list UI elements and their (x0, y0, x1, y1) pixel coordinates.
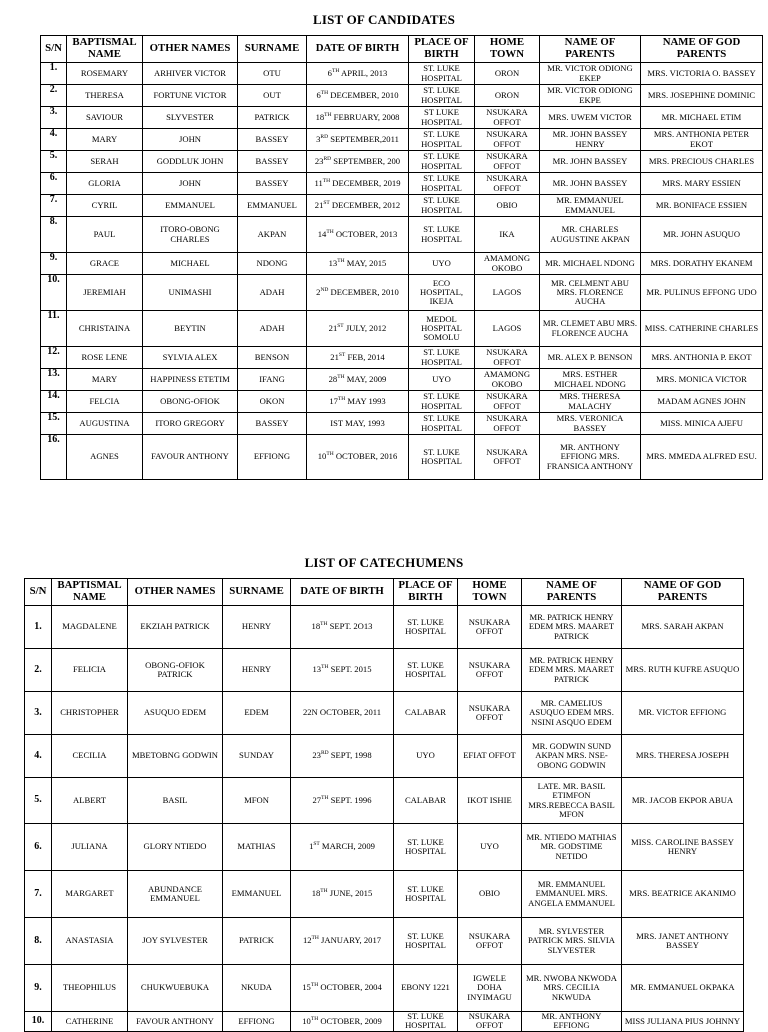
god-parents-cell: MRS. DORATHY EKANEM (641, 253, 763, 275)
home-town-cell: NSUKARA OFFOT (475, 129, 540, 151)
sn-cell: 5. (25, 778, 52, 824)
home-town-cell: ORON (475, 63, 540, 85)
home-town-cell: OBIO (458, 871, 522, 918)
sn-cell: 6. (25, 824, 52, 871)
surname-cell: PATRICK (223, 918, 291, 965)
surname-cell: IFANG (238, 369, 307, 391)
date-of-birth-cell: 23RD SEPT, 1998 (291, 735, 394, 778)
parents-cell: MRS. VERONICA BASSEY (540, 413, 641, 435)
baptismal-name-cell: CYRIL (67, 195, 143, 217)
date-of-birth-cell: 2ND DECEMBER, 2010 (307, 275, 409, 311)
catechumens-header-row (25, 579, 744, 606)
surname-cell: HENRY (223, 649, 291, 692)
sn-cell: 14. (41, 391, 67, 413)
god-parents-cell: MISS. CAROLINE BASSEY HENRY (622, 824, 744, 871)
table-row (25, 692, 744, 735)
header-home-town: HOME TOWN (475, 36, 540, 63)
table-row (41, 107, 763, 129)
baptismal-name-cell: ROSE LENE (67, 347, 143, 369)
surname-cell: OUT (238, 85, 307, 107)
surname-cell: BASSEY (238, 129, 307, 151)
sn-cell: 3. (25, 692, 52, 735)
date-of-birth-cell: 15TH OCTOBER, 2004 (291, 965, 394, 1012)
surname-cell: EFFIONG (223, 1012, 291, 1032)
baptismal-name-cell: AGNES (67, 435, 143, 480)
other-names-cell: OBONG-OFIOK PATRICK (128, 649, 223, 692)
god-parents-cell: MRS. JANET ANTHONY BASSEY (622, 918, 744, 965)
table-row (25, 824, 744, 871)
god-parents-cell: MRS. ANTHONIA PETER EKOT (641, 129, 763, 151)
date-of-birth-cell: 18TH SEPT. 2O13 (291, 606, 394, 649)
date-of-birth-cell: 27TH SEPT. 1996 (291, 778, 394, 824)
surname-cell: EDEM (223, 692, 291, 735)
surname-cell: OKON (238, 391, 307, 413)
parents-cell: MR. ANTHONY EFFIONG (522, 1012, 622, 1032)
date-of-birth-cell: 22N OCTOBER, 2011 (291, 692, 394, 735)
header-place-of-birth: PLACE OF BIRTH (394, 579, 458, 606)
place-of-birth-cell: ECO HOSPITAL, IKEJA (409, 275, 475, 311)
place-of-birth-cell: UYO (409, 253, 475, 275)
other-names-cell: UNIMASHI (143, 275, 238, 311)
baptismal-name-cell: SAVIOUR (67, 107, 143, 129)
date-of-birth-cell: 21ST FEB, 2014 (307, 347, 409, 369)
date-of-birth-cell: 12TH JANUARY, 2017 (291, 918, 394, 965)
parents-cell: MR. NTIEDO MATHIAS MR. GODSTIME NETIDO (522, 824, 622, 871)
sn-cell: 8. (25, 918, 52, 965)
baptismal-name-cell: CHRISTAINA (67, 311, 143, 347)
place-of-birth-cell: ST LUKE HOSPITAL (409, 107, 475, 129)
sn-cell: 8. (41, 217, 67, 253)
home-town-cell: NSUKARA OFFOT (475, 107, 540, 129)
place-of-birth-cell: CALABAR (394, 778, 458, 824)
parents-cell: MR. VICTOR ODIONG EKPE (540, 85, 641, 107)
home-town-cell: AMAMONG OKOBO (475, 253, 540, 275)
table-row (41, 85, 763, 107)
god-parents-cell: MR. PULINUS EFFONG UDO (641, 275, 763, 311)
other-names-cell: ITORO-OBONG CHARLES (143, 217, 238, 253)
header-place-of-birth: PLACE OF BIRTH (409, 36, 475, 63)
surname-cell: BENSON (238, 347, 307, 369)
place-of-birth-cell: MEDOL HOSPITAL SOMOLU (409, 311, 475, 347)
date-of-birth-cell: 23RD SEPTEMBER, 200 (307, 151, 409, 173)
other-names-cell: JOHN (143, 173, 238, 195)
table-row (41, 63, 763, 85)
other-names-cell: BASIL (128, 778, 223, 824)
home-town-cell: NSUKARA OFFOT (458, 918, 522, 965)
other-names-cell: EKZIAH PATRICK (128, 606, 223, 649)
baptismal-name-cell: AUGUSTINA (67, 413, 143, 435)
table-row (41, 253, 763, 275)
sn-cell: 4. (41, 129, 67, 151)
sn-cell: 6. (41, 173, 67, 195)
surname-cell: BASSEY (238, 151, 307, 173)
header-parents: NAME OF PARENTS (522, 579, 622, 606)
god-parents-cell: MRS. MMEDA ALFRED ESU. (641, 435, 763, 480)
god-parents-cell: MRS. MARY ESSIEN (641, 173, 763, 195)
sn-cell: 9. (41, 253, 67, 275)
surname-cell: OTU (238, 63, 307, 85)
other-names-cell: ARHIVER VICTOR (143, 63, 238, 85)
sn-cell: 10. (41, 275, 67, 311)
table-row (25, 918, 744, 965)
baptismal-name-cell: GLORIA (67, 173, 143, 195)
baptismal-name-cell: JULIANA (52, 824, 128, 871)
table-row (25, 606, 744, 649)
date-of-birth-cell: 21ST JULY, 2012 (307, 311, 409, 347)
place-of-birth-cell: ST. LUKE HOSPITAL (409, 195, 475, 217)
header-baptismal-name: BAPTISMAL NAME (67, 36, 143, 63)
header-god-parents: NAME OF GOD PARENTS (641, 36, 763, 63)
parents-cell: MR. JOHN BASSEY HENRY (540, 129, 641, 151)
parents-cell: MR. MICHAEL NDONG (540, 253, 641, 275)
sn-cell: 9. (25, 965, 52, 1012)
home-town-cell: NSUKARA OFFOT (475, 347, 540, 369)
header-other-names: OTHER NAMES (143, 36, 238, 63)
baptismal-name-cell: THERESA (67, 85, 143, 107)
home-town-cell: LAGOS (475, 275, 540, 311)
other-names-cell: MICHAEL (143, 253, 238, 275)
parents-cell: MR. CELMENT ABU MRS. FLORENCE AUCHA (540, 275, 641, 311)
sn-cell: 11. (41, 311, 67, 347)
date-of-birth-cell: 6TH DECEMBER, 2010 (307, 85, 409, 107)
baptismal-name-cell: ROSEMARY (67, 63, 143, 85)
header-parents: NAME OF PARENTS (540, 36, 641, 63)
table-row (41, 347, 763, 369)
home-town-cell: NSUKARA OFFOT (475, 151, 540, 173)
place-of-birth-cell: ST. LUKE HOSPITAL (409, 413, 475, 435)
home-town-cell: NSUKARA OFFOT (458, 606, 522, 649)
parents-cell: MR. CAMELIUS ASUQUO EDEM MRS. NSINI ASQUO EDEM (522, 692, 622, 735)
table-row (41, 369, 763, 391)
other-names-cell: HAPPINESS ETETIM (143, 369, 238, 391)
god-parents-cell: MISS. CATHERINE CHARLES (641, 311, 763, 347)
baptismal-name-cell: FELCIA (67, 391, 143, 413)
table-row (25, 871, 744, 918)
candidates-title: LIST OF CANDIDATES (312, 12, 456, 27)
sn-cell: 3. (41, 107, 67, 129)
god-parents-cell: MR. EMMANUEL OKPAKA (622, 965, 744, 1012)
parents-cell: MR. EMMANUEL EMMANUEL MRS. ANGELA EMMANUEL (522, 871, 622, 918)
other-names-cell: JOHN (143, 129, 238, 151)
baptismal-name-cell: MAGDALENE (52, 606, 128, 649)
god-parents-cell: MR. JACOB EKPOR ABUA (622, 778, 744, 824)
home-town-cell: UYO (458, 824, 522, 871)
other-names-cell: FAVOUR ANTHONY (128, 1012, 223, 1032)
home-town-cell: IKA (475, 217, 540, 253)
header-baptismal-name: BAPTISMAL NAME (52, 579, 128, 606)
date-of-birth-cell: 18TH JUNE, 2015 (291, 871, 394, 918)
date-of-birth-cell: 28TH MAY, 2009 (307, 369, 409, 391)
sn-cell: 2. (41, 85, 67, 107)
surname-cell: NDONG (238, 253, 307, 275)
date-of-birth-cell: 1ST MARCH, 2009 (291, 824, 394, 871)
god-parents-cell: MRS. PRECIOUS CHARLES (641, 151, 763, 173)
surname-cell: ADAH (238, 311, 307, 347)
table-row (25, 649, 744, 692)
god-parents-cell: MRS. BEATRICE AKANIMO (622, 871, 744, 918)
place-of-birth-cell: ST. LUKE HOSPITAL (409, 151, 475, 173)
place-of-birth-cell: ST. LUKE HOSPITAL (409, 85, 475, 107)
parents-cell: MR. JOHN BASSEY (540, 173, 641, 195)
date-of-birth-cell: IST MAY, 1993 (307, 413, 409, 435)
god-parents-cell: MR. MICHAEL ETIM (641, 107, 763, 129)
other-names-cell: SYLVIA ALEX (143, 347, 238, 369)
parents-cell: MR. VICTOR ODIONG EKEP (540, 63, 641, 85)
place-of-birth-cell: UYO (409, 369, 475, 391)
surname-cell: HENRY (223, 606, 291, 649)
place-of-birth-cell: CALABAR (394, 692, 458, 735)
place-of-birth-cell: ST. LUKE HOSPITAL (409, 129, 475, 151)
god-parents-cell: MADAM AGNES JOHN (641, 391, 763, 413)
parents-cell: MRS. ESTHER MICHAEL NDONG (540, 369, 641, 391)
table-row (41, 391, 763, 413)
header-date-of-birth: DATE OF BIRTH (307, 36, 409, 63)
place-of-birth-cell: ST. LUKE HOSPITAL (394, 606, 458, 649)
table-row (25, 965, 744, 1012)
header-date-of-birth: DATE OF BIRTH (291, 579, 394, 606)
god-parents-cell: MISS JULIANA PIUS JOHNNY (622, 1012, 744, 1032)
baptismal-name-cell: ANASTASIA (52, 918, 128, 965)
home-town-cell: IGWELE DOHA INYIMAGU (458, 965, 522, 1012)
table-row (41, 413, 763, 435)
baptismal-name-cell: MARGARET (52, 871, 128, 918)
table-row (41, 195, 763, 217)
home-town-cell: AMAMONG OKOBO (475, 369, 540, 391)
sn-cell: 4. (25, 735, 52, 778)
sn-cell: 5. (41, 151, 67, 173)
header-surname: SURNAME (223, 579, 291, 606)
date-of-birth-cell: 17TH MAY 1993 (307, 391, 409, 413)
header-sn: S/N (41, 36, 67, 63)
god-parents-cell: MRS. THERESA JOSEPH (622, 735, 744, 778)
table-row (25, 778, 744, 824)
date-of-birth-cell: 21ST DECEMBER, 2012 (307, 195, 409, 217)
date-of-birth-cell: 13TH SEPT. 2015 (291, 649, 394, 692)
god-parents-cell: MRS. VICTORIA O. BASSEY (641, 63, 763, 85)
home-town-cell: NSUKARA OFFOT (475, 435, 540, 480)
parents-cell: MRS. THERESA MALACHY (540, 391, 641, 413)
god-parents-cell: MISS. MINICA AJEFU (641, 413, 763, 435)
date-of-birth-cell: 10TH OCTOBER, 2009 (291, 1012, 394, 1032)
place-of-birth-cell: ST. LUKE HOSPITAL (409, 173, 475, 195)
other-names-cell: MBETOBNG GODWIN (128, 735, 223, 778)
other-names-cell: CHUKWUEBUKA (128, 965, 223, 1012)
parents-cell: MR. CLEMET ABU MRS. FLORENCE AUCHA (540, 311, 641, 347)
place-of-birth-cell: EBONY 1221 (394, 965, 458, 1012)
god-parents-cell: MR. JOHN ASUQUO (641, 217, 763, 253)
place-of-birth-cell: ST. LUKE HOSPITAL (394, 1012, 458, 1032)
date-of-birth-cell: 14TH OCTOBER, 2013 (307, 217, 409, 253)
baptismal-name-cell: CECILIA (52, 735, 128, 778)
other-names-cell: OBONG-OFIOK (143, 391, 238, 413)
baptismal-name-cell: FELICIA (52, 649, 128, 692)
sn-cell: 2. (25, 649, 52, 692)
surname-cell: EFFIONG (238, 435, 307, 480)
sn-cell: 1. (25, 606, 52, 649)
other-names-cell: EMMANUEL (143, 195, 238, 217)
baptismal-name-cell: ALBERT (52, 778, 128, 824)
catechumens-body (25, 606, 744, 1032)
god-parents-cell: MRS. MONICA VICTOR (641, 369, 763, 391)
date-of-birth-cell: 11TH DECEMBER, 2019 (307, 173, 409, 195)
home-town-cell: IKOT ISHIE (458, 778, 522, 824)
date-of-birth-cell: 13TH MAY, 2015 (307, 253, 409, 275)
table-row (25, 1012, 744, 1032)
sn-cell: 16. (41, 435, 67, 480)
candidates-body (41, 63, 763, 480)
parents-cell: MR. SYLVESTER PATRICK MRS. SILVIA SLYVESTER (522, 918, 622, 965)
god-parents-cell: MR. VICTOR EFFIONG (622, 692, 744, 735)
surname-cell: SUNDAY (223, 735, 291, 778)
home-town-cell: OBIO (475, 195, 540, 217)
sn-cell: 15. (41, 413, 67, 435)
table-row (25, 735, 744, 778)
baptismal-name-cell: JEREMIAH (67, 275, 143, 311)
other-names-cell: ABUNDANCE EMMANUEL (128, 871, 223, 918)
header-surname: SURNAME (238, 36, 307, 63)
god-parents-cell: MRS. RUTH KUFRE ASUQUO (622, 649, 744, 692)
date-of-birth-cell: 6TH APRIL, 2013 (307, 63, 409, 85)
table-row (41, 311, 763, 347)
header-home-town: HOME TOWN (458, 579, 522, 606)
home-town-cell: LAGOS (475, 311, 540, 347)
parents-cell: MR. ALEX P. BENSON (540, 347, 641, 369)
baptismal-name-cell: PAUL (67, 217, 143, 253)
parents-cell: MR. EMMANUEL EMMANUEL (540, 195, 641, 217)
surname-cell: PATRICK (238, 107, 307, 129)
other-names-cell: JOY SYLVESTER (128, 918, 223, 965)
sn-cell: 10. (25, 1012, 52, 1032)
god-parents-cell: MRS. JOSEPHINE DOMINIC (641, 85, 763, 107)
baptismal-name-cell: MARY (67, 129, 143, 151)
surname-cell: EMMANUEL (238, 195, 307, 217)
place-of-birth-cell: ST. LUKE HOSPITAL (409, 347, 475, 369)
home-town-cell: ORON (475, 85, 540, 107)
home-town-cell: NSUKARA OFFOT (475, 413, 540, 435)
parents-cell: MR. JOHN BASSEY (540, 151, 641, 173)
parents-cell: MR. GODWIN SUND AKPAN MRS. NSE-OBONG GODWIN (522, 735, 622, 778)
surname-cell: MATHIAS (223, 824, 291, 871)
date-of-birth-cell: 10TH OCTOBER, 2016 (307, 435, 409, 480)
place-of-birth-cell: ST. LUKE HOSPITAL (409, 435, 475, 480)
parents-cell: MR. PATRICK HENRY EDEM MRS. MAARET PATRICK (522, 606, 622, 649)
table-row (41, 435, 763, 480)
home-town-cell: NSUKARA OFFOT (475, 173, 540, 195)
baptismal-name-cell: MARY (67, 369, 143, 391)
sn-cell: 7. (41, 195, 67, 217)
place-of-birth-cell: ST. LUKE HOSPITAL (394, 871, 458, 918)
date-of-birth-cell: 18TH FEBRUARY, 2008 (307, 107, 409, 129)
parents-cell: LATE. MR. BASIL ETIMFON MRS.REBECCA BASIL MFON (522, 778, 622, 824)
god-parents-cell: MR. BONIFACE ESSIEN (641, 195, 763, 217)
surname-cell: NKUDA (223, 965, 291, 1012)
other-names-cell: FAVOUR ANTHONY (143, 435, 238, 480)
baptismal-name-cell: THEOPHILUS (52, 965, 128, 1012)
home-town-cell: NSUKARA OFFOT (458, 1012, 522, 1032)
parents-cell: MR. NWOBA NKWODA MRS. CECILIA NKWUDA (522, 965, 622, 1012)
other-names-cell: GLORY NTIEDO (128, 824, 223, 871)
place-of-birth-cell: ST. LUKE HOSPITAL (409, 217, 475, 253)
other-names-cell: GODDLUK JOHN (143, 151, 238, 173)
catechumens-title: LIST OF CATECHUMENS (304, 555, 464, 570)
other-names-cell: FORTUNE VICTOR (143, 85, 238, 107)
other-names-cell: BEYTIN (143, 311, 238, 347)
place-of-birth-cell: ST. LUKE HOSPITAL (409, 63, 475, 85)
home-town-cell: EFIAT OFFOT (458, 735, 522, 778)
candidates-header-row (41, 36, 763, 63)
home-town-cell: NSUKARA OFFOT (458, 649, 522, 692)
table-row (41, 275, 763, 311)
table-row (41, 129, 763, 151)
parents-cell: MR. CHARLES AUGUSTINE AKPAN (540, 217, 641, 253)
table-row (41, 173, 763, 195)
parents-cell: MRS. UWEM VICTOR (540, 107, 641, 129)
other-names-cell: ASUQUO EDEM (128, 692, 223, 735)
sn-cell: 12. (41, 347, 67, 369)
place-of-birth-cell: ST. LUKE HOSPITAL (394, 649, 458, 692)
other-names-cell: SLYVESTER (143, 107, 238, 129)
header-other-names: OTHER NAMES (128, 579, 223, 606)
baptismal-name-cell: CHRISTOPHER (52, 692, 128, 735)
header-god-parents: NAME OF GOD PARENTS (622, 579, 744, 606)
place-of-birth-cell: ST. LUKE HOSPITAL (394, 918, 458, 965)
place-of-birth-cell: ST. LUKE HOSPITAL (394, 824, 458, 871)
god-parents-cell: MRS. SARAH AKPAN (622, 606, 744, 649)
place-of-birth-cell: UYO (394, 735, 458, 778)
place-of-birth-cell: ST. LUKE HOSPITAL (409, 391, 475, 413)
table-row (41, 151, 763, 173)
header-sn: S/N (25, 579, 52, 606)
date-of-birth-cell: 3RD SEPTEMBER,2011 (307, 129, 409, 151)
catechumens-table (24, 578, 744, 1032)
parents-cell: MR. PATRICK HENRY EDEM MRS. MAARET PATRICK (522, 649, 622, 692)
surname-cell: ADAH (238, 275, 307, 311)
surname-cell: BASSEY (238, 413, 307, 435)
god-parents-cell: MRS. ANTHONIA P. EKOT (641, 347, 763, 369)
surname-cell: AKPAN (238, 217, 307, 253)
table-row (41, 217, 763, 253)
sn-cell: 7. (25, 871, 52, 918)
sn-cell: 1. (41, 63, 67, 85)
surname-cell: EMMANUEL (223, 871, 291, 918)
other-names-cell: ITORO GREGORY (143, 413, 238, 435)
baptismal-name-cell: GRACE (67, 253, 143, 275)
home-town-cell: NSUKARA OFFOT (475, 391, 540, 413)
baptismal-name-cell: CATHERINE (52, 1012, 128, 1032)
candidates-table (40, 35, 763, 480)
sn-cell: 13. (41, 369, 67, 391)
surname-cell: BASSEY (238, 173, 307, 195)
surname-cell: MFON (223, 778, 291, 824)
home-town-cell: NSUKARA OFFOT (458, 692, 522, 735)
parents-cell: MR. ANTHONY EFFIONG MRS. FRANSICA ANTHONY (540, 435, 641, 480)
baptismal-name-cell: SERAH (67, 151, 143, 173)
